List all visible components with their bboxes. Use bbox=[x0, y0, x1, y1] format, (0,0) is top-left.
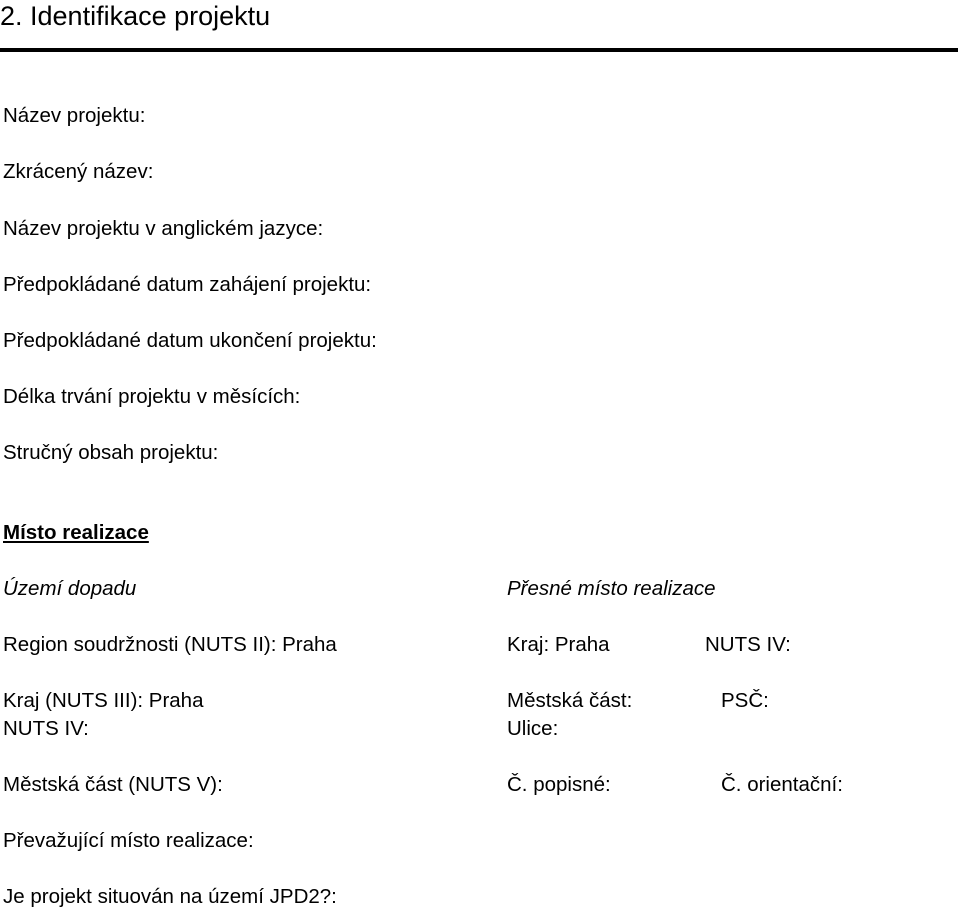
exact-nuts-iv: NUTS IV: bbox=[705, 633, 791, 656]
field-start-date: Předpokládané datum zahájení projektu: bbox=[3, 273, 372, 296]
main-location-label: Převažující místo realizace: bbox=[3, 829, 254, 852]
exact-district: Městská část: bbox=[507, 689, 633, 712]
district-nuts5: Městská část (NUTS V): bbox=[3, 773, 223, 796]
section-title: 2. Identifikace projektu bbox=[0, 1, 271, 31]
location-heading: Místo realizace bbox=[3, 521, 149, 544]
orientation-number-label: Č. orientační: bbox=[721, 773, 843, 796]
field-summary: Stručný obsah projektu: bbox=[3, 441, 219, 464]
impact-area-heading: Území dopadu bbox=[3, 577, 137, 600]
field-project-name: Název projektu: bbox=[3, 104, 146, 127]
field-short-name: Zkrácený název: bbox=[3, 160, 154, 183]
cohesion-region: Region soudržnosti (NUTS II): Praha bbox=[3, 633, 337, 656]
house-number-label: Č. popisné: bbox=[507, 773, 611, 796]
exact-place-heading: Přesné místo realizace bbox=[507, 577, 716, 600]
region-nuts3: Kraj (NUTS III): Praha bbox=[3, 689, 204, 712]
title-divider bbox=[0, 48, 958, 52]
field-end-date: Předpokládané datum ukončení projektu: bbox=[3, 329, 377, 352]
postcode-label: PSČ: bbox=[721, 689, 769, 712]
nuts-iv-label: NUTS IV: bbox=[3, 717, 89, 740]
field-english-name: Název projektu v anglickém jazyce: bbox=[3, 217, 324, 240]
field-duration: Délka trvání projektu v měsících: bbox=[3, 385, 301, 408]
jpd2-question: Je projekt situován na území JPD2?: bbox=[3, 885, 337, 908]
street-label: Ulice: bbox=[507, 717, 559, 740]
exact-region: Kraj: Praha bbox=[507, 633, 610, 656]
